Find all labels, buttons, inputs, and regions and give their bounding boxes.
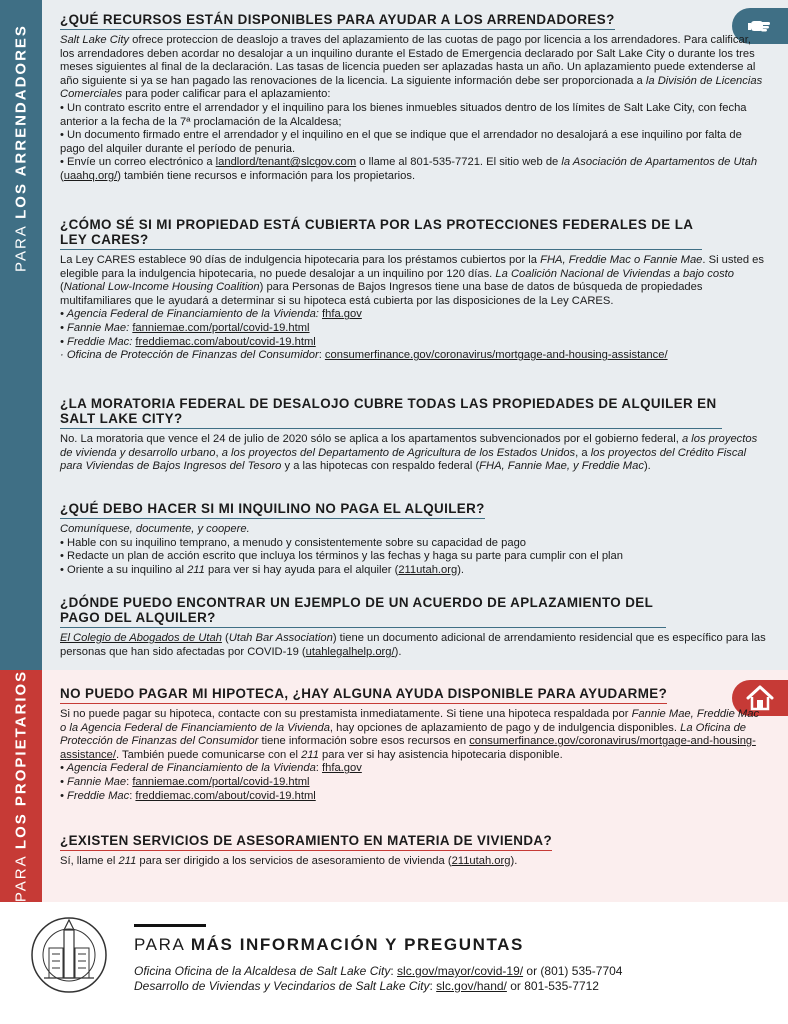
salt-lake-city-seal-icon bbox=[30, 916, 108, 994]
list-item: • Agencia Federal de Financiamiento de la Vivienda: fhfa.gov bbox=[60, 308, 362, 321]
list-item: • Redacte un plan de acción escrito que incluya los términos y las fechas y haga su parte para cumplir con el plan bbox=[60, 550, 623, 563]
list-item: • Hable con su inquilino temprano, a menudo y consistentemente sobre su capacidad de pago bbox=[60, 536, 527, 549]
footer-rule bbox=[134, 924, 206, 927]
landlord-band bbox=[0, 0, 42, 670]
hand-link[interactable]: slc.gov/hand/ bbox=[436, 979, 507, 993]
fanniemae-link[interactable]: fanniemae.com/portal/covid-19.html bbox=[132, 775, 310, 788]
section-paragraph: El Colegio de Abogados de Utah (Utah Bar Association) tiene un documento adicional de arrendamiento residencial que es específico para las personas que han sido afectadas por COVID-19 (utahlegalhelp.org/). bbox=[60, 632, 766, 658]
211utah-link[interactable]: 211utah.org bbox=[451, 855, 511, 867]
section-paragraph: Sí, llame el 211 para ser dirigido a los servicios de asesoramiento de vivienda (211utah.org). bbox=[60, 855, 518, 867]
section-tenant-not-paying bbox=[60, 500, 768, 577]
section-deferral-agreement bbox=[60, 595, 768, 659]
section-landlord-resources bbox=[60, 11, 768, 184]
list-item: • Oriente a su inquilino al 211 para ver si hay ayuda para el alquiler (211utah.org). bbox=[60, 563, 465, 576]
section-intro: Comuníquese, documente, y coopere. bbox=[60, 523, 250, 535]
211utah-link[interactable]: 211utah.org bbox=[398, 563, 458, 576]
section-paragraph: La Ley CARES establece 90 días de indulgencia hipotecaria para los préstamos cubiertos por la FHA, Freddie Mac o Fannie Mae. Si usted es elegible para la indulgencia hipotecaria, no puede desalojar a un inquilino por 120 días. La Coalición Nacional de Viviendas a bajo costo (National Low-Income Housing Coalition) para Personas de Bajos Ingresos tiene una base de datos de búsqueda de propiedades multifamiliares que le ayudará a determinar si su hipoteca está cubierta por las disposiciones de la Ley CARES. bbox=[60, 254, 764, 307]
list-item: • Freddie Mac: freddiemac.com/about/covid-19.html bbox=[60, 335, 316, 348]
section-paragraph: No. La moratoria que vence el 24 de julio de 2020 sólo se aplica a los apartamentos subvencionados por el gobierno federal, a los proyectos de vivienda y desarrollo urbano, a los proyectos del Departamento de Agricultura de los Estados Unidos, a los proyectos del Crédito Fiscal para Viviendas de Bajos Ingresos del Tesoro y a las hipotecas con respaldo federal (FHA, Fannie Mae, y Freddie Mac). bbox=[60, 433, 758, 473]
section-paragraph: Salt Lake City ofrece proteccion de deaslojo a traves del aplazamiento de las cuotas de pago por licencia a los arrendadores. Para calificar, los arrendadores deben acordar no desalojar a un inquilino durante el Estado de Emergencia declarado por Salt Lake City o durante los tres meses siguientes al final de la declaración. Las tasas de licencia pueden ser aplazadas hasta un año. Un aplazamiento puede extenderse al año siguiente si ya se han pagado las renovaciones de la licencia. La siguiente información debe ser proporcionada a la División de Licencias Comerciales para poder calificar para el aplazamiento: bbox=[60, 34, 763, 101]
list-item: • Envíe un correo electrónico a landlord/tenant@slcgov.com o llame al 801-535-7721. El sitio web de la Asociación de Apartamentos de Utah (uaahq.org/) también tiene recursos e información para los propietarios. bbox=[60, 156, 758, 182]
section-title: ¿LA MORATORIA FEDERAL DE DESALOJO CUBRE TODAS LAS PROPIEDADES DE ALQUILER EN SALT LAKE CITY? bbox=[60, 396, 722, 429]
section-eviction-moratorium bbox=[60, 396, 768, 474]
footer bbox=[0, 902, 788, 1024]
mayor-covid-link[interactable]: slc.gov/mayor/covid-19/ bbox=[397, 964, 524, 978]
list-item: • Fannie Mae: fanniemae.com/portal/covid-19.html bbox=[60, 321, 310, 334]
utahlegalhelp-link[interactable]: utahlegalhelp.org/ bbox=[305, 645, 395, 658]
content bbox=[60, 0, 768, 902]
section-title: ¿QUÉ RECURSOS ESTÁN DISPONIBLES PARA AYUDAR A LOS ARRENDADORES? bbox=[60, 12, 615, 30]
list-item: · Oficina de Protección de Finanzas del Consumidor: consumerfinance.gov/coronavirus/mortgage-and-housing-assistance/ bbox=[60, 349, 668, 362]
list-item: • Un contrato escrito entre el arrendador y el inquilino para los bienes inmuebles situados dentro de los límites de Salt Lake City, con fecha anterior a la fecha de la 7ª proclamación de la Alcaldesa; bbox=[60, 101, 747, 128]
uaahq-link[interactable]: uaahq.org/ bbox=[63, 169, 118, 182]
section-title: NO PUEDO PAGAR MI HIPOTECA, ¿HAY ALGUNA AYUDA DISPONIBLE PARA AYUDARME? bbox=[60, 686, 667, 704]
section-title: ¿EXISTEN SERVICIOS DE ASESORAMIENTO EN MATERIA DE VIVIENDA? bbox=[60, 833, 552, 851]
footer-contact-mayor: Oficina Oficina de la Alcaldesa de Salt Lake City: slc.gov/mayor/covid-19/ or (801) 535-7704 bbox=[134, 964, 623, 978]
list-item: • Fannie Mae: fanniemae.com/portal/covid-19.html bbox=[60, 775, 310, 788]
freddiemac-link[interactable]: freddiemac.com/about/covid-19.html bbox=[135, 335, 316, 348]
footer-contact-hand: Desarrollo de Viviendas y Vecindarios de Salt Lake City: slc.gov/hand/ or 801-535-7712 bbox=[134, 979, 599, 993]
fhfa-link[interactable]: fhfa.gov bbox=[322, 762, 362, 775]
footer-title: PARA MÁS INFORMACIÓN Y PREGUNTAS bbox=[134, 935, 524, 954]
utah-bar-link[interactable]: El Colegio de Abogados de Utah bbox=[60, 632, 222, 644]
section-title: ¿QUÉ DEBO HACER SI MI INQUILINO NO PAGA EL ALQUILER? bbox=[60, 501, 485, 519]
section-mortgage-help bbox=[60, 685, 768, 803]
list-item: • Freddie Mac: freddiemac.com/about/covid-19.html bbox=[60, 789, 316, 802]
section-cares-act bbox=[60, 217, 768, 363]
section-paragraph: Si no puede pagar su hipoteca, contacte con su prestamista inmediatamente. Si tiene una hipoteca respaldada por Fannie Mae, Freddie Mac o la Agencia Federal de Financiamiento de la Vivienda, hay opciones de aplazamiento de pago y de indulgencia disponibles. La Oficina de Protección de Finanzas del Consumidor tiene información sobre esos recursos en consumerfinance.gov/coronavirus/mortgage-and-housing-assistance/. También puede comunicarse con el 211 para ver si hay asistencia hipotecaria disponible. bbox=[60, 708, 760, 761]
consumerfinance-link[interactable]: consumerfinance.gov/coronavirus/mortgage-and-housing-assistance/ bbox=[60, 735, 756, 761]
list-item: • Un documento firmado entre el arrendador y el inquilino en el que se indique que el arrendador no desalojará a ese inquilino por falta de pago del alquiler durante el período de penuria. bbox=[60, 129, 742, 155]
fanniemae-link[interactable]: fanniemae.com/portal/covid-19.html bbox=[132, 321, 310, 334]
list-item: • Agencia Federal de Financiamiento de la Vivienda: fhfa.gov bbox=[60, 762, 362, 775]
freddiemac-link[interactable]: freddiemac.com/about/covid-19.html bbox=[135, 789, 316, 802]
section-title: ¿CÓMO SÉ SI MI PROPIEDAD ESTÁ CUBIERTA POR LAS PROTECCIONES FEDERALES DE LA LEY CARES? bbox=[60, 217, 702, 250]
consumerfinance-link[interactable]: consumerfinance.gov/coronavirus/mortgage-and-housing-assistance/ bbox=[324, 349, 668, 362]
email-link[interactable]: landlord/tenant@slcgov.com bbox=[215, 156, 357, 169]
landlord-band-label: PARA LOS ARRENDADORES bbox=[12, 24, 30, 272]
section-title: ¿DÓNDE PUEDO ENCONTRAR UN EJEMPLO DE UN ACUERDO DE APLAZAMIENTO DEL PAGO DEL ALQUILER? bbox=[60, 595, 666, 628]
owner-band-label: PARA LOS PROPIETARIOS bbox=[12, 669, 30, 903]
fhfa-link[interactable]: fhfa.gov bbox=[322, 308, 362, 321]
owner-band bbox=[0, 670, 42, 902]
section-housing-counseling bbox=[60, 832, 768, 869]
